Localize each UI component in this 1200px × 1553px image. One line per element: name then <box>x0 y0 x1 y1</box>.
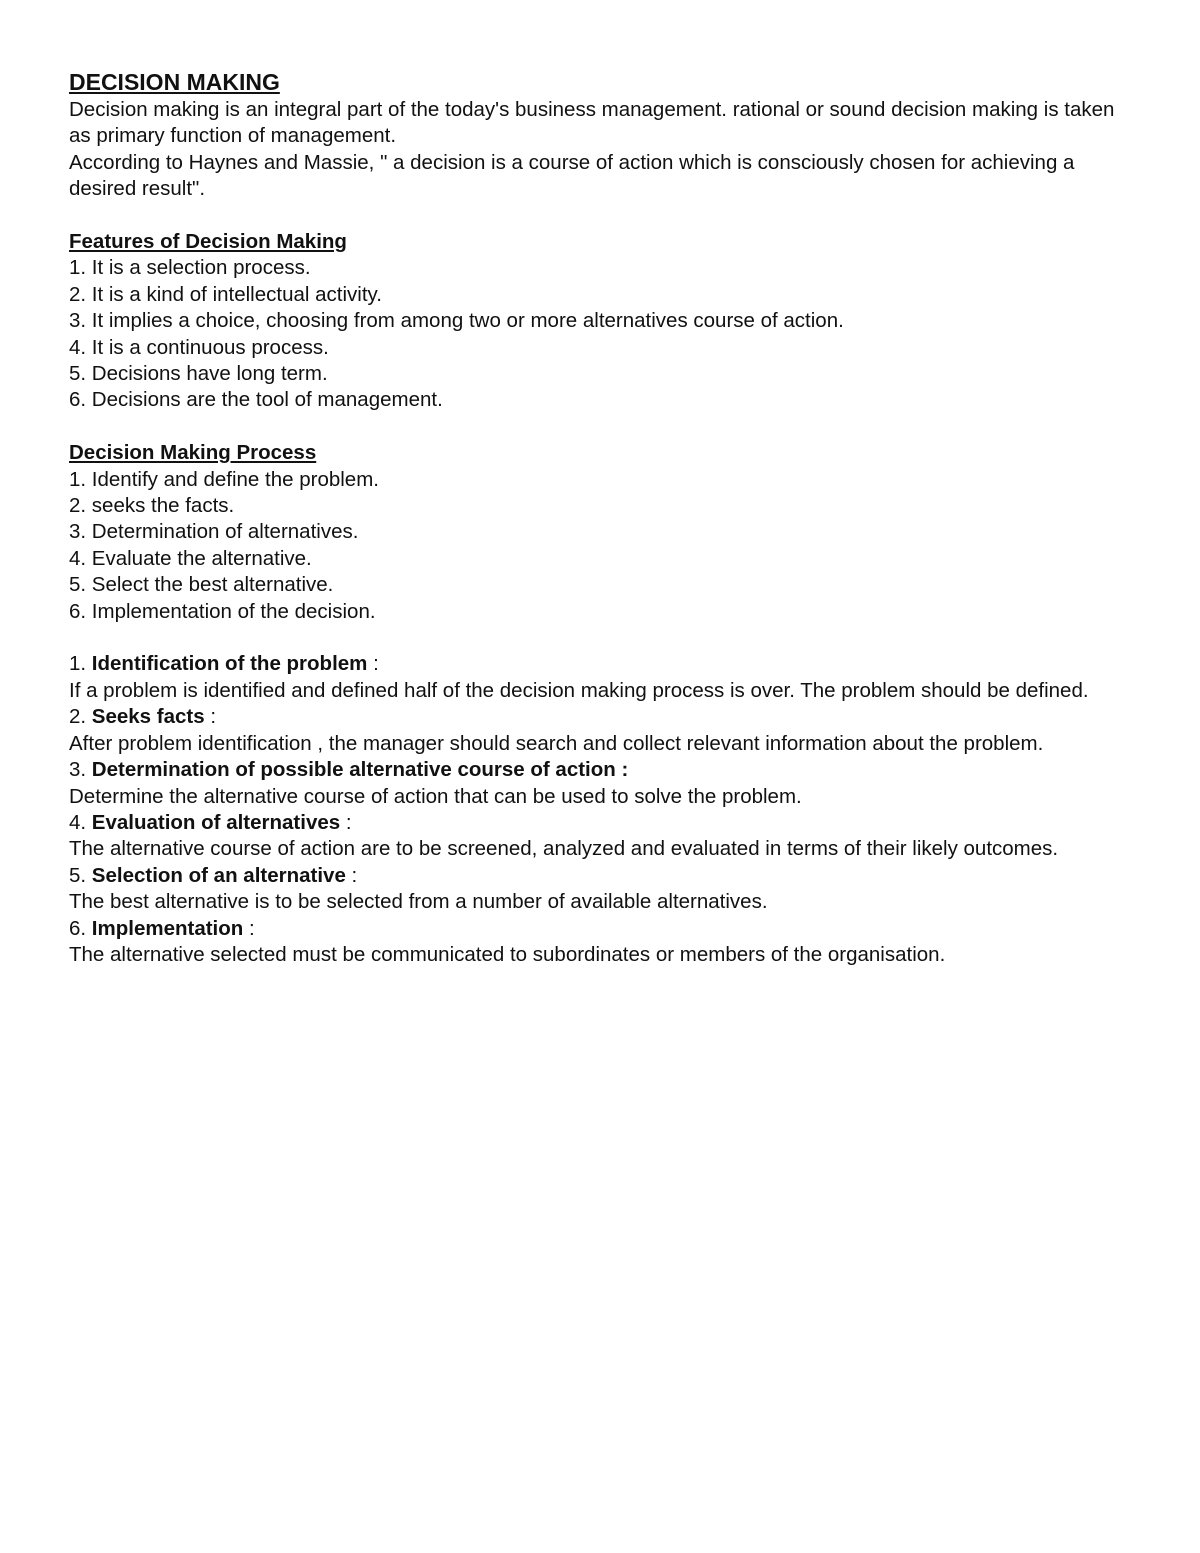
detail-title-text: Evaluation of alternatives <box>91 810 341 834</box>
detail-block <box>69 916 1139 969</box>
features-heading: Features of Decision Making <box>69 230 347 254</box>
detail-title-text: Implementation <box>91 916 244 940</box>
details-section <box>69 651 1139 968</box>
process-item: 3. Determination of alternatives. <box>69 520 359 544</box>
detail-text: The alternative selected must be communicated to subordinates or members of the organisation. <box>69 942 946 966</box>
features-list <box>69 255 1139 413</box>
detail-suffix: : <box>367 652 379 676</box>
detail-number: 1. <box>69 652 92 676</box>
detail-text: Determine the alternative course of action that can be used to solve the problem. <box>69 784 802 808</box>
features-item: 6. Decisions are the tool of management. <box>69 388 443 412</box>
detail-title-text: Identification of the problem <box>91 652 368 676</box>
detail-suffix: : <box>340 810 352 834</box>
detail-block <box>69 757 1139 810</box>
process-item: 1. Identify and define the problem. <box>69 467 379 491</box>
detail-title <box>69 916 1139 942</box>
intro-paragraph-2: According to Haynes and Massie, " a decision is a course of action which is consciously chosen for achieving a desired result". <box>69 150 1075 201</box>
spacer <box>69 625 1139 651</box>
detail-number: 2. <box>69 705 92 729</box>
process-list <box>69 467 1139 625</box>
spacer <box>69 414 1139 440</box>
detail-block <box>69 704 1139 757</box>
detail-number: 6. <box>69 916 92 940</box>
document-title: DECISION MAKING <box>69 69 280 95</box>
process-item: 5. Select the best alternative. <box>69 573 334 597</box>
detail-number: 5. <box>69 863 92 887</box>
process-item: 2. seeks the facts. <box>69 494 235 518</box>
detail-block <box>69 651 1139 704</box>
features-item: 1. It is a selection process. <box>69 256 311 280</box>
detail-block <box>69 810 1139 863</box>
process-item: 6. Implementation of the decision. <box>69 599 376 623</box>
detail-number: 4. <box>69 810 92 834</box>
detail-title <box>69 704 1139 730</box>
detail-suffix: : <box>243 916 255 940</box>
features-item: 3. It implies a choice, choosing from among two or more alternatives course of action. <box>69 309 844 333</box>
process-item: 4. Evaluate the alternative. <box>69 546 312 570</box>
detail-number: 3. <box>69 758 92 782</box>
spacer <box>69 203 1139 229</box>
features-item: 2. It is a kind of intellectual activity. <box>69 282 382 306</box>
detail-text: After problem identification , the manager should search and collect relevant information about the problem. <box>69 731 1044 755</box>
detail-title-text: Selection of an alternative <box>91 863 346 887</box>
detail-title <box>69 810 1139 836</box>
features-item: 4. It is a continuous process. <box>69 335 329 359</box>
detail-title-text: Determination of possible alternative course of action : <box>91 758 629 782</box>
process-heading: Decision Making Process <box>69 441 317 465</box>
detail-text: The alternative course of action are to be screened, analyzed and evaluated in terms of their likely outcomes. <box>69 837 1059 861</box>
detail-title-text: Seeks facts <box>91 705 205 729</box>
detail-title <box>69 757 1139 783</box>
intro-paragraph-1: Decision making is an integral part of the today's business management. rational or sound decision making is taken as primary function of management. <box>69 98 1115 148</box>
detail-text: If a problem is identified and defined half of the decision making process is over. The problem should be defined. <box>69 678 1089 702</box>
detail-suffix: : <box>345 863 358 887</box>
detail-block <box>69 863 1139 916</box>
detail-title <box>69 863 1139 889</box>
detail-suffix: : <box>204 705 217 729</box>
document-page <box>69 67 1139 968</box>
detail-title <box>69 651 1139 677</box>
features-item: 5. Decisions have long term. <box>69 362 328 386</box>
detail-text: The best alternative is to be selected from a number of available alternatives. <box>69 890 768 914</box>
